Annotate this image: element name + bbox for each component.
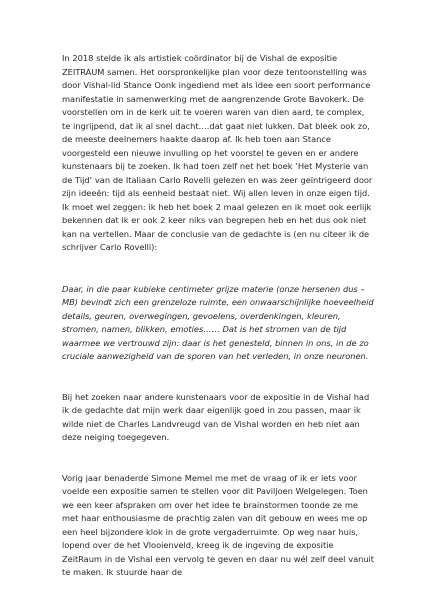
paragraph-spacer [62, 255, 374, 283]
paragraph-search-artists: Bij het zoeken naar andere kunstenaars voor de expositie in de Vishal had ik de gedachte dat mijn werk daar eigenlijk goed in zou passen, maar ik wilde niet de Charles Landvreugd van de Vishal worden en heb niet aan deze neiging toegegeven. [62, 391, 370, 442]
paragraph-quote: Daar, in die paar kubieke centimeter grijze materie (onze hersenen dus – MB) bevindt zich een grenzeloze ruimte, een onwaarschijnlijke hoeveelheid details, geuren, overwegingen, gevoelens, overdenkingen, kleuren, stromen, namen, blikken, emoties…… Dat is het stromen van de tijd waarmee we vertrouwd zijn: daar is het genesteld, binnen in ons, in de zo cruciale aanwezigheid van de sporen van het verleden, in onze neuronen. [62, 283, 374, 361]
paragraph-intro: In 2018 stelde ik als artistiek coördinator bij de Vishal de expositie ZEITRAUM samen. Het oorspronkelijke plan voor deze tentoonstelling was door Vishal-lid Stance Oonk ingediend met als idee een soort performance manifestatie in samenwerking met de aangrenzende Grote Bavokerk. De voorstellen om in de kerk uit te voeren waren van dien aard, te complex, te ingrijpend, dat ik al snel dacht….dat gaat niet lukken. Dat bleek ook zo, de meeste deelnemers haakte daarop af. Ik heb toen aan Stance voorgesteld een nieuwe invulling op het voorstel te geven en er andere kunstenaars bij te zoeken. Ik had toen zelf net het boek ‘Het Mysterie van de Tijd’ van de Italiaan Carlo Rovelli gelezen en was zeer geïntrigeerd door zijn ideeën: tijd als eenheid bestaat niet. Wij allen leven in onze eigen tijd. Ik moet wel zeggen: ik heb het boek 2 maal gelezen en ik moet ook eerlijk bekennen dat ik er ook 2 keer niks van begrepen heb en het dus ook niet kan na vertellen. Maar de conclusie van de gedachte is (en nu citeer ik de schrijver Carlo Rovelli): [62, 53, 373, 252]
document-page [62, 52, 374, 580]
paragraph-spacer [62, 364, 374, 391]
paragraph-last-year: Vorig jaar benaderde Simone Memel me met de vraag of ik er iets voor voelde een expositie samen te stellen voor dit Paviljoen Welgelegen. Toen we een keer afspraken om over het idee te brainstormen toonde ze me met haar enthousiasme de prachtig zalen van dit gebouw en wees me op een heel bijzondere klok in de grote vergaderruimte. Op weg naar huis, lopend over de het Vlooienveld, kreeg ik de ingeving de expositie ZeitRaum in de Vishal een vervolg te geven en daar nu wél zelf deel vanuit te maken. Ik stuurde haar de [62, 472, 374, 577]
paragraph-spacer [62, 445, 374, 472]
